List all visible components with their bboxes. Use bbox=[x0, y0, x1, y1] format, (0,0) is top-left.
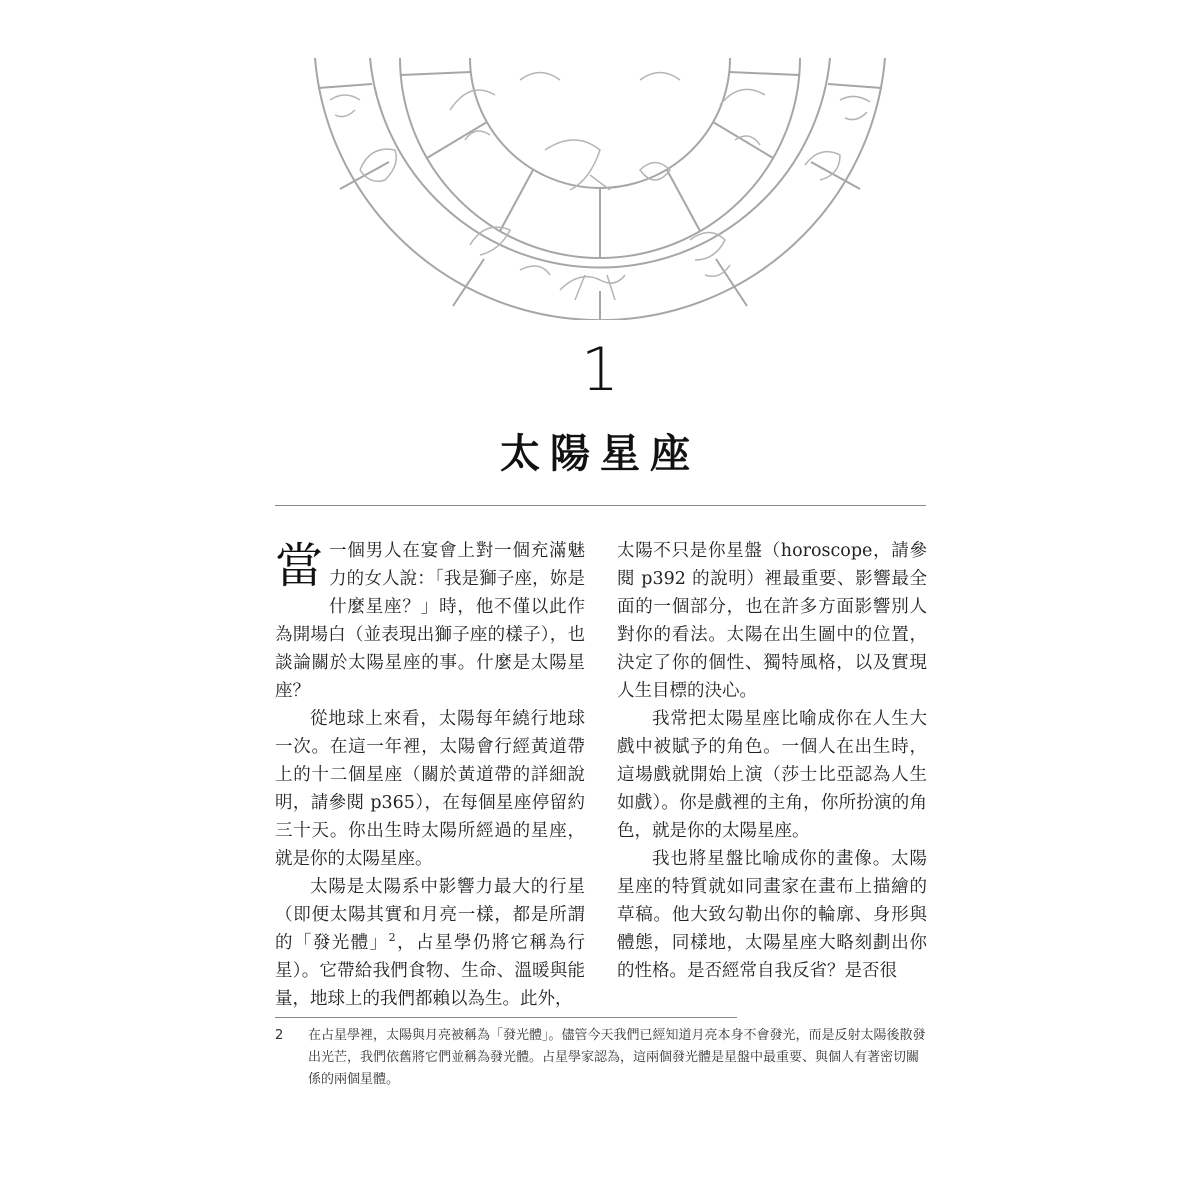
chapter-title: 太陽星座 bbox=[500, 431, 700, 477]
body-column-right bbox=[617, 537, 927, 985]
footnote bbox=[275, 1025, 930, 1091]
paragraph-text: ，占星學仍將它稱為行星）。它帶給我們食物、生命、溫暖與能量，地球上的我們都賴以為生。此外， bbox=[275, 933, 585, 1009]
zodiac-wheel-illustration bbox=[0, 0, 1200, 320]
body-column-left bbox=[275, 537, 585, 1013]
chapter-number: 1 bbox=[580, 335, 620, 405]
paragraph-text: 太陽是太陽系中影響力最大的行星（即便太陽其實和月亮一樣，都是所謂的「發光體」 bbox=[275, 877, 585, 953]
footnote-number: 2 bbox=[275, 1028, 284, 1043]
paragraph-text: 一個男人在宴會上對一個充滿魅力的女人說：「我是獅子座，妳是什麼星座？」時，他不僅以此作為開場白（並表現出獅子座的樣子），也談論關於太陽星座的事。什麼是太陽星座？ bbox=[275, 541, 585, 701]
drop-cap: 當 bbox=[275, 538, 324, 594]
footnote-reference[interactable]: 2 bbox=[388, 931, 396, 945]
footnote-text: 在占星學裡，太陽與月亮被稱為「發光體」。儘管今天我們已經知道月亮本身不會發光，而是反射太陽後散發出光芒，我們依舊將它們並稱為發光體。占星學家認為，這兩個發光體是星盤中最重要、與個人有著密切關係的兩個星體。 bbox=[308, 1028, 926, 1087]
paragraph: 我常把太陽星座比喻成你在人生大戲中被賦予的角色。一個人在出生時，這場戲就開始上演（莎士比亞認為人生如戲）。你是戲裡的主角，你所扮演的角色，就是你的太陽星座。 bbox=[617, 709, 927, 841]
title-divider bbox=[275, 505, 926, 506]
paragraph: 從地球上來看，太陽每年繞行地球一次。在這一年裡，太陽會行經黃道帶上的十二個星座（關於黃道帶的詳細說明，請參閱 p365），在每個星座停留約三十天。你出生時太陽所經過的星座，就是你的太陽星座。 bbox=[275, 709, 585, 869]
paragraph: 太陽不只是你星盤（horoscope，請參閱 p392 的說明）裡最重要、影響最全面的一個部分，也在許多方面影響別人對你的看法。太陽在出生圖中的位置，決定了你的個性、獨特風格，以及實現人生目標的決心。 bbox=[617, 541, 927, 701]
paragraph: 我也將星盤比喻成你的畫像。太陽星座的特質就如同畫家在畫布上描繪的草稿。他大致勾勒出你的輪廓、身形與體態，同樣地，太陽星座大略刻劃出你的性格。是否經常自我反省？是否很 bbox=[617, 849, 927, 981]
footnote-divider bbox=[275, 1017, 737, 1018]
paragraph bbox=[275, 873, 585, 1013]
paragraph bbox=[275, 537, 585, 705]
